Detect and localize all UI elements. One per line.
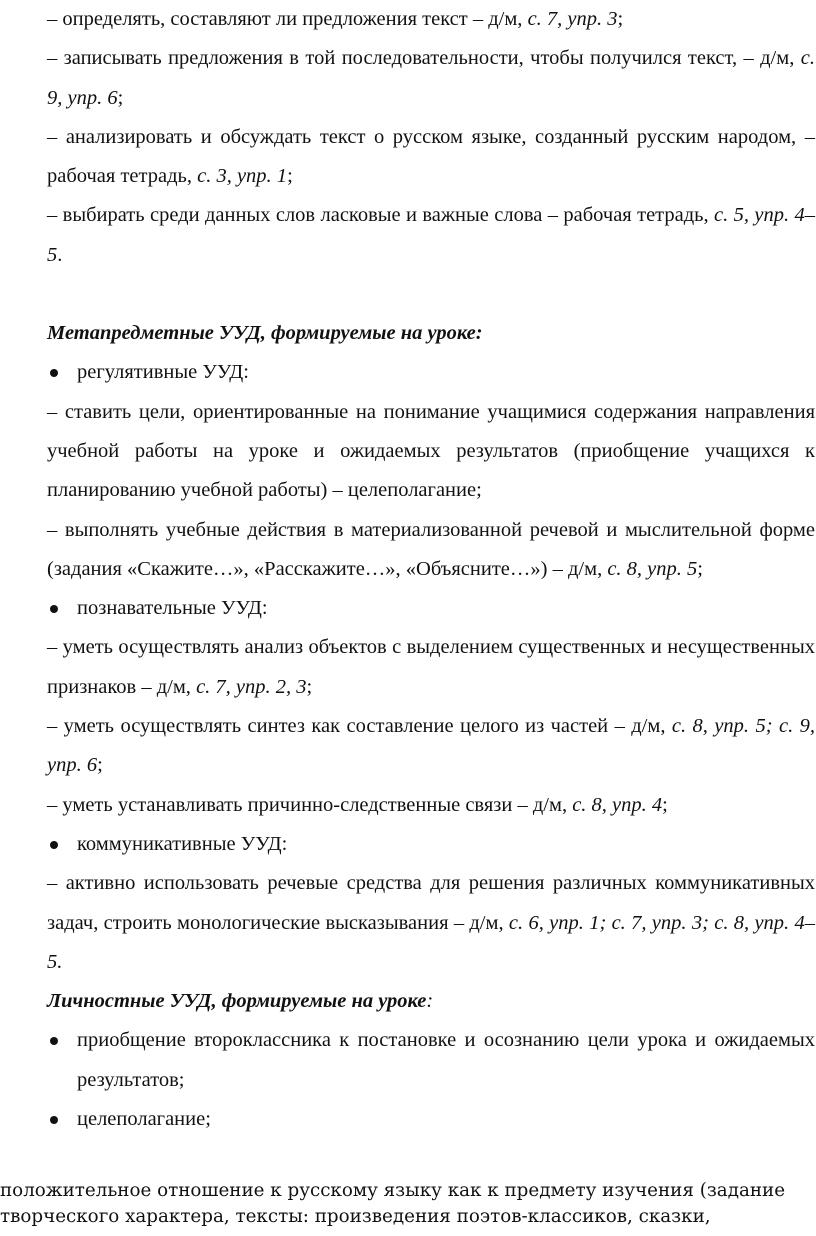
page-reference: с. 8, упр. 5; с. 9, упр. 6 (47, 715, 815, 777)
bullet-icon (50, 1116, 58, 1124)
cognitive-item: – уметь осуществлять анализ объектов с выделением существенных и несущественных признаков – д/м, с. 7, упр. 2, 3; (47, 636, 815, 698)
objective-item: – выбирать среди данных слов ласковые и важные слова – рабочая тетрадь, с. 5, упр. 4–5. (47, 204, 815, 266)
page-reference: с. 8, упр. 5 (607, 557, 698, 580)
objective-item: – определять, составляют ли предложения текст – д/м, с. 7, упр. 3; (47, 8, 624, 30)
page-reference: с. 5, упр. 4–5 (47, 204, 815, 266)
bullet-icon (50, 605, 58, 613)
page-reference: с. 9, упр. 6 (47, 47, 815, 109)
bullet-regulative: регулятивные УУД: (47, 353, 815, 392)
objective-item: – записывать предложения в той последовательности, чтобы получился текст, – д/м, с. 9, упр. 6; (47, 47, 815, 109)
bullet-cognitive: познавательные УУД: (47, 589, 815, 628)
bullet-icon (50, 369, 58, 377)
spacer (47, 275, 815, 314)
meta-heading: Метапредметные УУД, формируемые на уроке: (47, 322, 483, 345)
cognitive-item: – уметь устанавливать причинно-следственные связи – д/м, с. 8, упр. 4; (47, 793, 668, 816)
footer-line: творческого характера, тексты: произведения поэтов-классиков, сказки, (0, 1206, 711, 1227)
bullet-personal: целеполагание; (47, 1100, 815, 1139)
footer-line: положительное отношение к русскому языку как к предмету изучения (задание (0, 1180, 786, 1201)
personal-heading: Личностные УУД, формируемые на уроке: (47, 990, 434, 1013)
page-reference: с. 3, упр. 1 (197, 165, 288, 188)
regulative-item: – выполнять учебные действия в материализованной речевой и мыслительной форме (задания «Скажите…», «Расскажите…», «Объясните…») – д/м, с. 8, упр. 5; (47, 518, 815, 580)
communicative-item: – активно использовать речевые средства для решения различных коммуникативных задач, строить монологические высказывания – д/м, с. 6, упр. 1; с. 7, упр. 3; с. 8, упр. 4–5. (47, 872, 816, 973)
bullet-communicative: коммуникативные УУД: (47, 825, 815, 864)
page-reference: с. 6, упр. 1; с. 7, упр. 3; с. 8, упр. 4–5. (47, 911, 816, 973)
objective-item: – анализировать и обсуждать текст о русском языке, созданный русским народом, – рабочая тетрадь, с. 3, упр. 1; (47, 125, 815, 188)
page-reference: с. 7, упр. 2, 3 (196, 675, 307, 698)
bullet-personal: приобщение второклассника к постановке и осознанию цели урока и ожидаемых результатов; (47, 1021, 815, 1100)
footer-text (0, 1178, 816, 1230)
bullet-icon (50, 1037, 58, 1045)
cognitive-item: – уметь осуществлять синтез как составление целого из частей – д/м, с. 8, упр. 5; с. 9, упр. 6; (47, 715, 815, 777)
page-reference: с. 8, упр. 4 (572, 793, 663, 816)
regulative-item: – ставить цели, ориентированные на понимание учащимися содержания направления учебной работы на уроке и ожидаемых результатов (приобщение учащихся к планированию учебной работы) – целеполагание; (47, 400, 815, 502)
page-reference: с. 7, упр. 3 (527, 8, 618, 30)
document-body (47, 0, 815, 1139)
bullet-icon (50, 841, 58, 849)
